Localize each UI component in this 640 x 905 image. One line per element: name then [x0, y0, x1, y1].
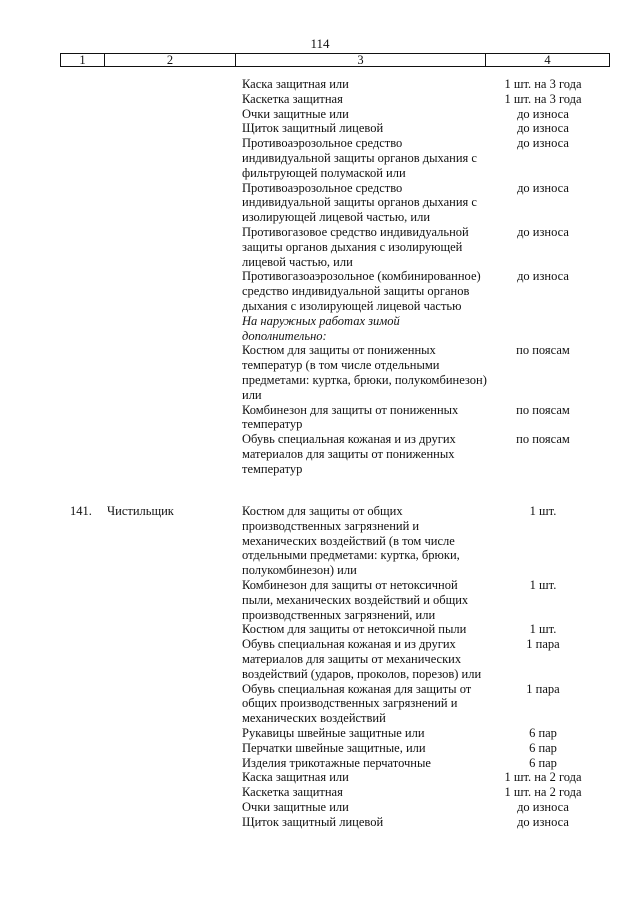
- equipment-row: [0, 578, 640, 622]
- equipment-item-name: Костюм для защиты от нетоксичной пыли: [242, 622, 467, 637]
- equipment-item-name: Очки защитные или: [242, 799, 349, 814]
- equipment-item-name: Каскетка защитная: [242, 91, 343, 106]
- continuation-items-section: [0, 77, 640, 477]
- page-number: 114: [310, 36, 330, 51]
- equipment-item-name: Костюм для защиты от пониженных температур (в том числе отдельными предметами: куртка, брюки, полукомбинезон) или: [242, 343, 487, 402]
- condition-note: На наружных работах зимой дополнительно:: [242, 313, 400, 343]
- equipment-item-norm: 1 пара: [526, 681, 560, 696]
- entry-141-items: [0, 504, 640, 830]
- equipment-row: [0, 756, 640, 771]
- equipment-row: [0, 121, 640, 136]
- equipment-item-norm: 1 шт. на 2 года: [504, 770, 582, 785]
- equipment-item-name: Обувь специальная кожаная и из других материалов для защиты от механических воздействий (ударов, проколов, порезов) или: [242, 637, 482, 681]
- equipment-row: [0, 181, 640, 225]
- column-header-row: [61, 54, 610, 67]
- equipment-item-name: Щиток защитный лицевой: [242, 814, 384, 829]
- equipment-item-norm: по поясам: [516, 343, 570, 358]
- profession-name: Чистильщик: [107, 504, 174, 518]
- equipment-row: [0, 107, 640, 122]
- equipment-item-norm: до износа: [517, 269, 569, 284]
- equipment-row: [0, 785, 640, 800]
- equipment-item-norm: 6 пар: [529, 755, 557, 770]
- equipment-row: [0, 770, 640, 785]
- equipment-row: [0, 800, 640, 815]
- equipment-item-norm: 1 пара: [526, 637, 560, 652]
- column-header-4: 4: [486, 54, 610, 67]
- column-header-table: [60, 53, 610, 67]
- equipment-item-norm: 1 шт. на 3 года: [504, 77, 582, 91]
- equipment-item-norm: 1 шт.: [529, 622, 557, 637]
- entry-141-section: [0, 504, 640, 830]
- equipment-item-name: Обувь специальная кожаная для защиты от общих производственных загрязнений и механических воздействий: [242, 681, 472, 726]
- equipment-item-norm: по поясам: [516, 432, 570, 447]
- equipment-row: [0, 136, 640, 180]
- equipment-row: [0, 622, 640, 637]
- equipment-item-name: Костюм для защиты от общих производственных загрязнений и механических воздействий (в том числе отдельными предметами: куртка, брюки, полукомбинезон) или: [242, 504, 460, 578]
- equipment-item-name: Противогазоаэрозольное (комбинированное) средство индивидуальной защиты органов дыхания с изолирующей лицевой частью: [242, 269, 481, 313]
- equipment-row: [0, 637, 640, 681]
- equipment-item-norm: до износа: [517, 106, 569, 121]
- equipment-item-norm: 6 пар: [529, 725, 557, 740]
- equipment-item-norm: 1 шт. на 3 года: [504, 91, 582, 106]
- equipment-item-name: Обувь специальная кожаная и из других материалов для защиты от пониженных температур: [242, 432, 456, 476]
- equipment-row: [0, 403, 640, 433]
- equipment-item-name: Каска защитная или: [242, 770, 349, 785]
- equipment-item-name: Комбинезон для защиты от нетоксичной пыли, механических воздействий и общих производственных загрязнений, или: [242, 577, 469, 622]
- equipment-item-name: Противогазовое средство индивидуальной защиты органов дыхания с изолирующей лицевой частью, или: [242, 224, 469, 269]
- equipment-item-name: Перчатки швейные защитные, или: [242, 740, 426, 755]
- equipment-row: [0, 225, 640, 269]
- equipment-item-norm: до износа: [517, 799, 569, 814]
- equipment-row: [0, 343, 640, 402]
- equipment-item-name: Очки защитные или: [242, 106, 349, 121]
- equipment-item-norm: до износа: [517, 136, 569, 151]
- equipment-row: [0, 504, 640, 578]
- equipment-item-norm: до износа: [517, 224, 569, 239]
- equipment-item-norm: 1 шт.: [529, 577, 557, 592]
- equipment-row: [0, 92, 640, 107]
- equipment-row: [0, 741, 640, 756]
- equipment-item-norm: 6 пар: [529, 740, 557, 755]
- column-header-3: 3: [236, 54, 486, 67]
- equipment-item-norm: 1 шт. на 2 года: [504, 785, 582, 800]
- equipment-item-norm: до износа: [517, 121, 569, 136]
- equipment-row: [0, 432, 640, 476]
- equipment-row: [0, 314, 640, 344]
- column-header-2: 2: [105, 54, 236, 67]
- equipment-row: [0, 815, 640, 830]
- entry-number: 141.: [70, 504, 92, 518]
- equipment-row: [0, 682, 640, 726]
- equipment-item-name: Каскетка защитная: [242, 785, 343, 800]
- equipment-item-norm: до износа: [517, 814, 569, 829]
- equipment-row: [0, 77, 640, 92]
- equipment-item-name: Противоаэрозольное средство индивидуальной защиты органов дыхания с изолирующей лицевой частью, или: [242, 180, 477, 225]
- equipment-item-name: Рукавицы швейные защитные или: [242, 725, 425, 740]
- equipment-item-name: Противоаэрозольное средство индивидуальной защиты органов дыхания с фильтрующей полумаской или: [242, 136, 477, 180]
- equipment-item-name: Щиток защитный лицевой: [242, 121, 384, 136]
- equipment-item-norm: 1 шт.: [529, 504, 557, 518]
- equipment-row: [0, 269, 640, 313]
- equipment-item-name: Каска защитная или: [242, 77, 349, 91]
- equipment-item-name: Комбинезон для защиты от пониженных температур: [242, 402, 459, 432]
- column-header-1: 1: [61, 54, 105, 67]
- equipment-item-norm: до износа: [517, 180, 569, 195]
- equipment-item-norm: по поясам: [516, 402, 570, 417]
- equipment-row: [0, 726, 640, 741]
- equipment-item-name: Изделия трикотажные перчаточные: [242, 755, 431, 770]
